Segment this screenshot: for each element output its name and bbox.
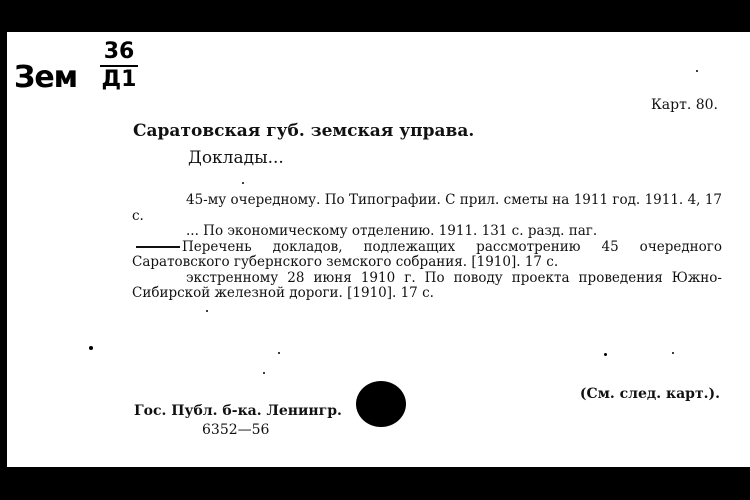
repeat-dash: [136, 246, 180, 248]
entry-2: ... По экономическому отделению. 1911. 131 с. разд. паг.: [186, 223, 598, 239]
speck: [696, 70, 698, 72]
speck: [278, 352, 280, 354]
card-number: Карт. 80.: [650, 97, 718, 113]
shelf-mark-word: Зем: [14, 60, 78, 95]
speck: [206, 310, 208, 312]
shelf-mark-denominator: Д1: [101, 67, 137, 92]
continued-note: (См. след. карт.).: [579, 386, 720, 402]
entry-4: экстренному 28 июня 1910 г. По поводу проекта проведения Южно-Сибирской железной дороги. [1910]. 17 с.: [132, 269, 722, 301]
speck: [89, 346, 93, 350]
entry-3-text: Перечень докладов, подлежащих рассмотрению 45 очередного Саратовского губернского земского собрания. [1910]. 17 с.: [132, 238, 722, 270]
speck: [263, 372, 265, 374]
entry-1: 45-му очередному. По Типографии. С прил. сметы на 1911 год. 1911. 4, 17 с.: [132, 192, 722, 224]
inventory-number: 6352—56: [202, 422, 270, 438]
entries-list: [132, 193, 722, 302]
library-stamp: Гос. Публ. б-ка. Ленингр.: [134, 403, 342, 419]
card-heading: Саратовская губ. земская управа.: [133, 121, 475, 141]
card-punch-hole: [356, 381, 406, 427]
speck: [242, 182, 244, 184]
shelf-mark-numerator: 36: [103, 39, 135, 64]
speck: [604, 353, 607, 356]
shelf-mark-fraction: [100, 40, 138, 92]
card-subheading: Доклады...: [188, 148, 284, 168]
entry-3: [132, 240, 722, 271]
speck: [672, 352, 674, 354]
